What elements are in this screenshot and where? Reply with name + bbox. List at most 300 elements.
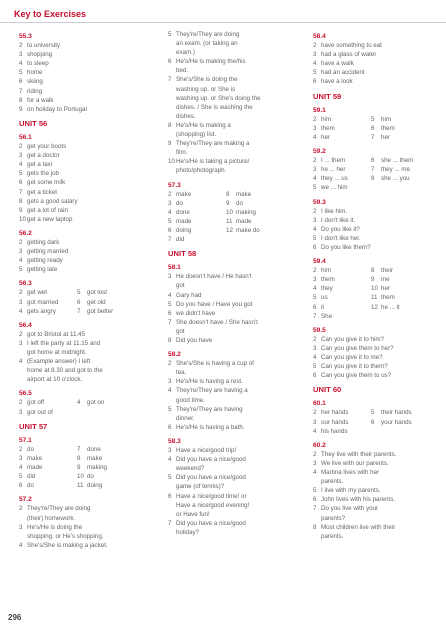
answer-line	[313, 504, 438, 513]
answer-text: gets a good salary	[27, 197, 78, 205]
answer-line	[313, 216, 438, 225]
item-number: 4	[313, 427, 317, 435]
answer-text: shopping	[27, 51, 53, 59]
item-number: 2	[313, 207, 317, 215]
answer-text: Do you like them?	[321, 243, 371, 251]
answer-text: I ... them	[321, 157, 346, 165]
item-number: 11	[77, 482, 84, 490]
item-number: 4	[168, 387, 172, 395]
answer-section	[313, 257, 438, 321]
item-number: 3	[168, 273, 172, 281]
answer-pair-line	[19, 445, 144, 454]
answer-text: got married	[27, 298, 59, 306]
answer-line	[19, 238, 144, 247]
exercise-number: 59.5	[313, 326, 326, 334]
item-number	[168, 482, 176, 491]
answer-text: shopping. or He's shopping.	[27, 532, 104, 540]
answer-text: her	[321, 133, 330, 141]
answer-text: He's/He is making the/his	[176, 58, 246, 66]
answer-text: Can you give them to her?	[321, 344, 394, 352]
answer-line	[19, 348, 144, 357]
answer-text: getting late	[27, 266, 58, 274]
answer-line	[168, 66, 293, 75]
answer-text: Can you give it to me?	[321, 354, 383, 361]
answer-text: her	[381, 285, 390, 293]
answer-text: Did you have a nice/good	[176, 519, 246, 527]
answer-line	[168, 85, 293, 94]
exercise-number: 60.1	[313, 400, 326, 408]
answer-text: making	[236, 208, 256, 216]
item-number: 3	[313, 344, 317, 352]
answer-text: parents.	[321, 478, 344, 486]
answer-section	[313, 32, 438, 87]
answer-text: made	[176, 217, 192, 225]
answer-pair-line	[168, 217, 293, 226]
answer-text: us	[321, 294, 328, 302]
answer-line	[19, 366, 144, 375]
answer-text: They're/They are having a	[176, 387, 248, 395]
answer-line	[168, 492, 293, 501]
item-number: 12	[226, 226, 233, 234]
answer-text: got on	[87, 399, 105, 407]
answer-text: for a walk	[27, 96, 54, 104]
item-number: 9	[371, 276, 375, 284]
answer-pair-line	[313, 408, 438, 417]
item-number: 7	[168, 76, 172, 84]
answer-text: He's/He is making a	[176, 121, 231, 129]
answer-line	[313, 243, 438, 252]
item-number: 4	[313, 469, 317, 477]
item-number: 9	[168, 140, 172, 148]
unit-heading: UNIT 57	[19, 421, 48, 431]
item-number: 10	[77, 473, 84, 481]
item-number	[168, 130, 176, 139]
answer-pair-line	[313, 115, 438, 124]
item-number: 6	[168, 423, 172, 431]
exercise-number: 57.1	[19, 436, 32, 444]
answer-line	[168, 359, 293, 368]
answer-pair-line	[313, 124, 438, 133]
item-number: 7	[168, 236, 172, 244]
item-number: 5	[313, 294, 317, 302]
answer-text: tea.	[176, 369, 187, 377]
item-number	[19, 348, 27, 357]
answer-text: get a new laptop	[27, 215, 73, 223]
answer-pair-line	[19, 398, 144, 407]
item-number: 4	[19, 307, 23, 315]
answer-text: making	[87, 464, 107, 472]
unit-heading: UNIT 60	[313, 385, 342, 395]
answer-text: her	[381, 133, 390, 141]
answer-text: have a walk	[321, 60, 354, 68]
item-number: 2	[168, 190, 172, 198]
answer-text: home at 8.30 and got to the	[27, 367, 103, 375]
answer-text: get old	[87, 298, 106, 306]
item-number: 4	[19, 161, 23, 169]
item-number: 10	[226, 208, 233, 216]
answer-text: He's/He is having a bath.	[176, 423, 245, 431]
column-3	[313, 30, 438, 541]
item-number: 4	[77, 399, 81, 407]
exercise-number: 60.2	[313, 441, 326, 449]
answer-text: He's/He is having a rest.	[176, 378, 243, 386]
answer-text: them	[321, 124, 335, 132]
answer-text: They're/They are doing	[176, 31, 240, 38]
answer-pair-line	[168, 199, 293, 208]
item-number: 3	[19, 51, 23, 59]
answer-pair-line	[313, 183, 438, 192]
item-number: 6	[168, 58, 172, 66]
answer-line	[19, 330, 144, 339]
item-number: 6	[19, 179, 23, 187]
exercise-number: 59.3	[313, 198, 326, 206]
item-number	[168, 396, 176, 405]
answer-text: got to Bristol at 11.45	[27, 330, 86, 338]
item-number: 4	[313, 133, 317, 141]
answer-line	[19, 357, 144, 366]
item-number: 2	[19, 42, 23, 50]
answer-text: get some milk	[27, 179, 66, 187]
answer-line	[168, 473, 293, 482]
unit-heading: UNIT 56	[19, 118, 48, 128]
answer-line	[168, 318, 293, 327]
item-number	[168, 166, 176, 175]
answer-line	[168, 377, 293, 386]
item-number: 3	[19, 339, 23, 347]
item-number	[168, 112, 176, 121]
item-number: 3	[313, 418, 317, 426]
answer-text: they ... me	[381, 166, 410, 174]
answer-text: get your boots	[27, 143, 67, 151]
answer-line	[19, 247, 144, 256]
answer-pair-line	[313, 427, 438, 436]
item-number	[313, 477, 321, 486]
item-number: 2	[313, 157, 317, 165]
answer-line	[313, 344, 438, 353]
item-number: 5	[313, 69, 317, 77]
answer-section	[168, 181, 293, 245]
answer-line	[19, 339, 144, 348]
answer-text: getting married	[27, 248, 69, 256]
answer-text: his hands	[321, 427, 348, 435]
answer-line	[168, 148, 293, 157]
answer-text: Have a nice/good evening!	[176, 501, 250, 509]
answer-text: Do you have / Have you got	[176, 300, 253, 308]
item-number: 4	[313, 225, 317, 233]
item-number: 2	[313, 42, 317, 50]
answer-line	[168, 446, 293, 455]
item-number: 8	[371, 175, 375, 183]
item-number: 4	[168, 208, 172, 216]
item-number: 9	[19, 206, 23, 214]
answer-pair-line	[313, 275, 438, 284]
item-number	[77, 408, 87, 417]
answer-text: I left the party at 11.15 and	[27, 339, 101, 347]
answer-text: got	[176, 282, 185, 290]
answer-line	[168, 121, 293, 130]
answer-text: got home at midnight.	[27, 349, 87, 356]
item-number: 2	[19, 330, 23, 338]
item-number	[313, 514, 321, 523]
answer-line	[168, 336, 293, 345]
item-number: 2	[313, 409, 317, 417]
exercise-number: 56.5	[19, 390, 32, 398]
answer-text: dishes.	[176, 112, 196, 120]
answer-text: had a glass of water	[321, 51, 377, 59]
item-number	[19, 514, 27, 523]
header-rule	[0, 22, 446, 23]
answer-line	[168, 48, 293, 57]
answer-text: they	[321, 285, 333, 293]
item-number	[168, 528, 176, 537]
answer-text: she ... you	[381, 175, 410, 183]
answer-text: gets angry	[27, 307, 56, 315]
item-number	[168, 85, 176, 94]
answer-text: did	[176, 236, 185, 244]
answer-text: She	[321, 312, 333, 320]
page-header	[0, 0, 446, 28]
item-number	[168, 510, 176, 519]
answer-line	[313, 59, 438, 68]
answer-text: do	[87, 473, 94, 481]
exercise-number: 58.4	[313, 33, 326, 40]
answer-text: them	[381, 294, 395, 302]
answer-text: make	[27, 454, 43, 462]
item-number: 10	[19, 215, 26, 223]
answer-line	[168, 57, 293, 66]
item-number: 5	[168, 474, 172, 482]
item-number: 4	[19, 541, 23, 549]
answer-text: their hands	[381, 409, 412, 417]
answer-text: washing up. or She is	[176, 85, 236, 93]
answer-text: (Example answer) I left	[27, 358, 91, 366]
answer-line	[168, 300, 293, 309]
answer-line	[168, 386, 293, 395]
answer-text: Did you have	[176, 337, 213, 344]
item-number	[371, 183, 381, 192]
answer-line	[19, 256, 144, 265]
item-number	[168, 48, 176, 57]
item-number: 3	[168, 447, 172, 455]
answer-line	[168, 94, 293, 103]
answer-text: home	[27, 69, 43, 77]
answer-text: him	[321, 267, 331, 275]
item-number	[226, 235, 236, 244]
item-number: 5	[313, 234, 317, 242]
answer-line	[168, 396, 293, 405]
answer-text: He's/He is taking a picture/	[176, 158, 250, 166]
answer-line	[19, 215, 144, 224]
answer-section	[168, 30, 293, 176]
item-number: 6	[371, 418, 375, 426]
item-number: 2	[19, 505, 23, 513]
answer-pair-line	[313, 303, 438, 312]
answer-section	[19, 321, 144, 385]
answer-line	[168, 414, 293, 423]
answer-pair-line	[168, 235, 293, 244]
exercise-number: 56.3	[19, 280, 32, 288]
answer-line	[19, 504, 144, 513]
item-number: 2	[313, 335, 317, 343]
answer-line	[168, 368, 293, 377]
answer-text: get a ticket	[27, 188, 57, 196]
answer-line	[19, 265, 144, 274]
item-number: 6	[19, 482, 23, 490]
answer-line	[168, 423, 293, 432]
item-number: 5	[168, 300, 172, 308]
answer-text: getting dark	[27, 238, 60, 246]
item-number: 2	[19, 445, 23, 453]
answer-text: did	[27, 473, 36, 481]
item-number: 8	[19, 96, 23, 104]
answer-text: skiing	[27, 78, 43, 86]
answer-section	[19, 422, 144, 431]
item-number: 5	[19, 266, 23, 274]
answer-line	[168, 39, 293, 48]
answer-text: good time.	[176, 396, 205, 404]
exercise-number: 59.1	[313, 106, 326, 114]
answer-text: get a lot of rain	[27, 206, 68, 214]
answer-line	[168, 519, 293, 528]
item-number: 5	[19, 69, 23, 77]
item-number: 5	[19, 170, 23, 178]
answer-line	[19, 541, 144, 550]
answer-line	[19, 375, 144, 384]
item-number: 9	[77, 464, 81, 472]
item-number: 7	[19, 87, 23, 95]
answer-pair-line	[168, 208, 293, 217]
answer-text: Martina lives with her	[321, 469, 380, 477]
answer-pair-line	[19, 481, 144, 490]
answer-line	[168, 510, 293, 519]
answer-text: Did you have a nice/good	[176, 456, 246, 464]
page-number: 296	[8, 613, 22, 622]
item-number	[168, 414, 176, 423]
answer-text: dinner.	[176, 414, 195, 422]
answer-line	[168, 327, 293, 336]
item-number: 8	[168, 121, 172, 129]
answer-text: She's/She is making a jacket.	[27, 541, 108, 549]
answer-section	[19, 32, 144, 114]
item-number: 3	[19, 523, 23, 531]
answer-pair-line	[313, 293, 438, 302]
column-1	[19, 30, 144, 550]
answer-text: Have a nice/good time! or	[176, 492, 247, 500]
answer-text: doing	[176, 226, 192, 234]
answer-pair-line	[19, 298, 144, 307]
answer-pair-line	[19, 408, 144, 417]
answer-text: Did you have a nice/good	[176, 474, 246, 482]
answer-text: They're/They are doing	[27, 505, 91, 513]
answer-line	[19, 178, 144, 187]
answer-section	[313, 385, 438, 394]
answer-line	[313, 371, 438, 380]
answer-line	[313, 477, 438, 486]
answer-pair-line	[168, 190, 293, 199]
answer-pair-line	[19, 472, 144, 481]
answer-line	[168, 272, 293, 281]
answer-text: bed.	[176, 67, 189, 75]
answer-line	[168, 482, 293, 491]
item-number: 6	[313, 303, 317, 311]
item-number: 5	[313, 487, 317, 495]
answer-text: (their) homework.	[27, 514, 76, 522]
answer-text: them	[321, 276, 335, 284]
item-number: 7	[168, 519, 172, 527]
answer-pair-line	[19, 288, 144, 297]
answer-text: have a look	[321, 78, 353, 86]
answer-text: airport at 10 o'clock.	[27, 376, 83, 384]
answer-text: make	[87, 454, 103, 462]
answer-text: (shopping) list.	[176, 131, 217, 139]
item-number: 4	[19, 358, 23, 366]
item-number	[19, 366, 27, 375]
answer-text: got off	[27, 399, 45, 407]
answer-line	[168, 130, 293, 139]
item-number: 4	[168, 291, 172, 299]
answer-text: riding	[27, 87, 43, 95]
item-number: 5	[19, 473, 23, 481]
answer-text: got out of	[27, 408, 53, 416]
answer-section	[19, 133, 144, 224]
answer-line	[19, 142, 144, 151]
answer-text: an exam. (or taking an	[176, 40, 238, 48]
page-title: Key to Exercises	[14, 9, 87, 19]
answer-line	[168, 103, 293, 112]
answer-section	[313, 106, 438, 142]
answer-text: Gary had	[176, 291, 202, 299]
answer-text: she ... them	[381, 157, 414, 165]
answer-pair-line	[19, 463, 144, 472]
answer-section	[19, 119, 144, 128]
answer-text: make	[176, 190, 192, 198]
item-number: 2	[19, 143, 23, 151]
exercise-number: 55.3	[19, 33, 32, 40]
item-number: 10	[371, 285, 378, 293]
item-number: 8	[313, 523, 317, 531]
item-number	[168, 39, 176, 48]
answer-text: made	[236, 217, 252, 225]
answer-line	[168, 405, 293, 414]
item-number: 5	[168, 217, 172, 225]
answer-line	[313, 362, 438, 371]
item-number: 9	[226, 199, 230, 207]
answer-section	[313, 198, 438, 253]
answer-text: our hands	[321, 418, 349, 426]
item-number	[168, 281, 176, 290]
answer-section	[19, 436, 144, 491]
answer-line	[313, 459, 438, 468]
answer-line	[19, 169, 144, 178]
item-number	[168, 148, 176, 157]
answer-line	[313, 495, 438, 504]
answer-line	[168, 528, 293, 537]
item-number: 2	[313, 267, 317, 275]
answer-section	[19, 229, 144, 274]
answer-text: They're/They are having	[176, 405, 243, 413]
answer-pair-line	[313, 165, 438, 174]
answer-text: he ... her	[321, 166, 346, 174]
answer-line	[313, 77, 438, 86]
answer-line	[313, 41, 438, 50]
answer-line	[168, 464, 293, 473]
item-number	[168, 327, 176, 336]
item-number: 5	[168, 31, 172, 38]
answer-line	[19, 87, 144, 96]
item-number: 8	[168, 337, 172, 344]
answer-text: weekend?	[176, 465, 205, 473]
item-number: 6	[168, 309, 172, 317]
